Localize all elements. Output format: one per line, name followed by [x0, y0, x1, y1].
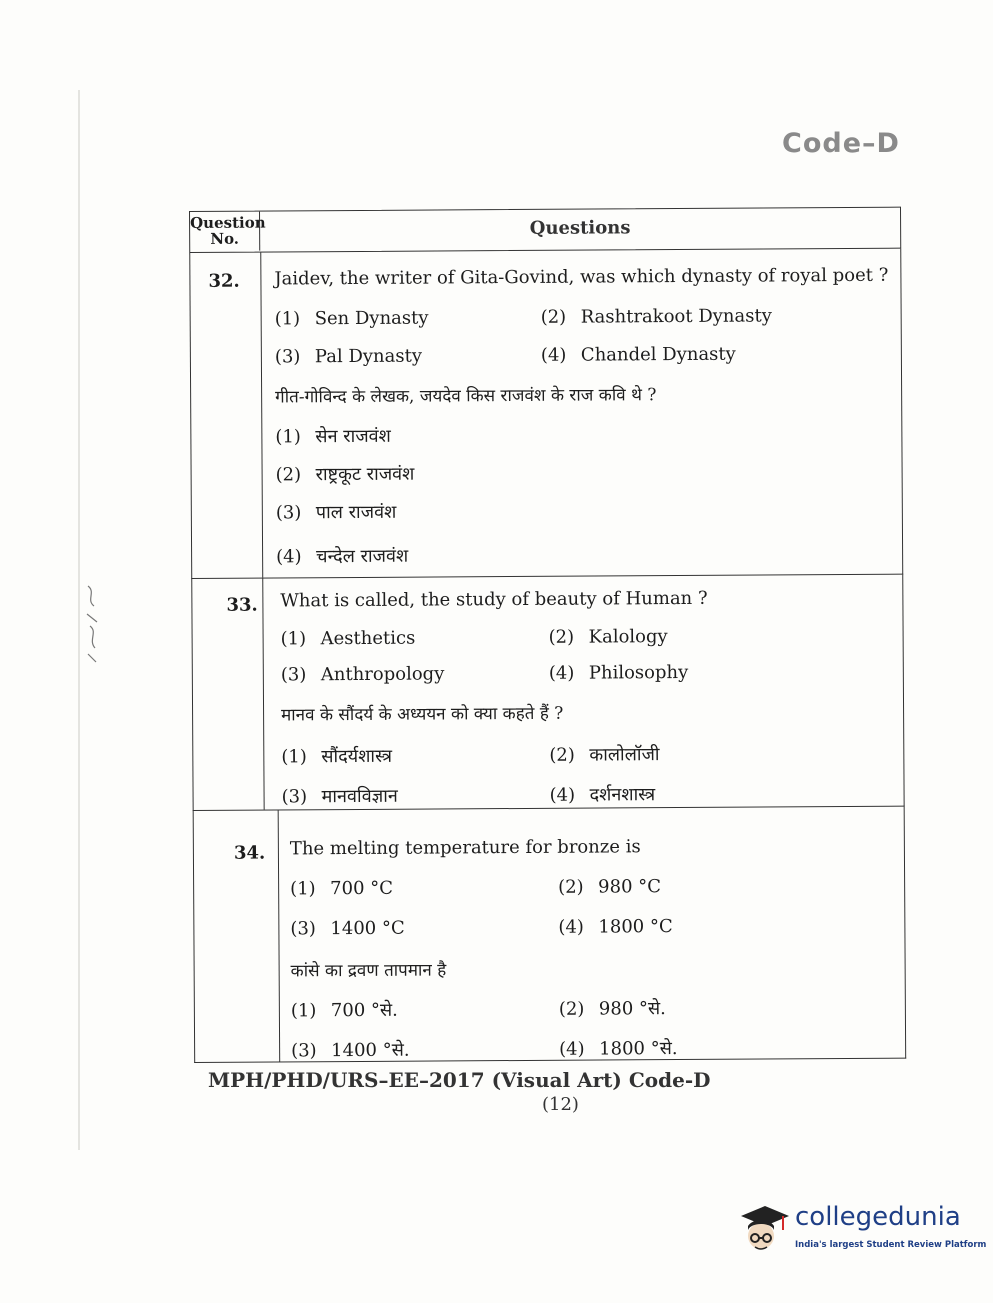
question-number: 32. — [208, 270, 240, 292]
option-text: 1400 °C — [330, 917, 405, 940]
option-number: (1) — [274, 308, 301, 330]
option-en-1 — [281, 628, 416, 650]
option-hi-2 — [549, 742, 659, 767]
option-text: सेन राजवंश — [315, 425, 391, 448]
option-number: (2) — [558, 876, 584, 898]
option-en-2 — [558, 876, 661, 898]
collegedunia-logo[interactable] — [735, 1198, 987, 1258]
option-text: Aesthetics — [320, 627, 416, 650]
option-text: 1400 °से. — [331, 1039, 410, 1062]
option-number: (2) — [558, 998, 585, 1020]
question-text-hi: मानव के सौंदर्य के अध्ययन को क्या कहते हैं ? — [281, 703, 564, 726]
option-en-3 — [281, 663, 445, 685]
code-label: Code–D — [782, 128, 900, 159]
option-number: (4) — [549, 784, 576, 806]
option-text: 700 °से. — [330, 999, 398, 1022]
question-row-34 — [193, 807, 907, 1063]
header-questions: Questions — [529, 217, 631, 239]
option-number: (4) — [548, 662, 575, 684]
option-number: (3) — [275, 502, 302, 524]
option-en-4 — [549, 662, 689, 684]
option-number: (3) — [290, 918, 316, 940]
question-text-en: Jaidev, the writer of Gita-Govind, was which dynasty of royal poet ? — [274, 264, 889, 290]
option-en-2 — [541, 305, 772, 327]
option-text: कालोलॉजी — [589, 744, 660, 766]
option-number: (4) — [559, 1038, 585, 1060]
option-number: (1) — [280, 628, 307, 650]
option-text: Pal Dynasty — [314, 345, 423, 368]
option-hi-4 — [549, 782, 655, 807]
option-text: Chandel Dynasty — [580, 343, 736, 366]
header-question-no: Question No. — [190, 212, 260, 251]
page-number: (12) — [542, 1094, 579, 1115]
option-hi-4 — [559, 1036, 678, 1061]
option-text: दर्शनशास्त्र — [589, 784, 656, 806]
option-hi-2 — [276, 462, 415, 487]
option-number: (3) — [291, 1040, 317, 1062]
option-text: 700 °C — [330, 877, 394, 900]
question-row-33 — [191, 575, 904, 811]
option-number: (2) — [549, 744, 575, 766]
option-hi-3 — [276, 500, 397, 525]
option-text: Rashtrakoot Dynasty — [580, 305, 772, 328]
option-text: सौंदर्यशास्त्र — [321, 745, 393, 768]
option-number: (3) — [281, 786, 308, 808]
option-text: 980 °से. — [598, 998, 666, 1020]
paper-footer-code: MPH/PHD/URS–EE–2017 (Visual Art) Code-D — [208, 1068, 711, 1092]
option-hi-1 — [281, 744, 392, 769]
option-number: (1) — [281, 746, 307, 768]
option-text: 1800 °से. — [599, 1038, 678, 1060]
option-en-3 — [290, 918, 404, 940]
logo-tagline: India's largest Student Review Platform — [795, 1240, 987, 1250]
question-row-32 — [189, 249, 903, 579]
option-hi-4 — [276, 544, 408, 569]
option-en-3 — [275, 346, 422, 368]
question-number: 33. — [226, 594, 258, 616]
question-number: 34. — [233, 842, 266, 864]
option-number: (4) — [540, 344, 567, 366]
option-number: (2) — [540, 306, 567, 328]
option-text: Kalology — [588, 626, 668, 648]
option-number: (1) — [275, 426, 301, 448]
option-text: Sen Dynasty — [314, 307, 429, 330]
logo-brand-text: collegedunia — [795, 1202, 961, 1232]
question-text-en: The melting temperature for bronze is — [289, 836, 641, 860]
graduate-mascot-icon — [735, 1200, 791, 1256]
option-hi-2 — [559, 996, 666, 1021]
option-number: (3) — [274, 346, 301, 368]
option-hi-3 — [291, 1038, 410, 1063]
option-hi-3 — [282, 784, 398, 809]
option-number: (1) — [290, 878, 316, 900]
question-number-cell — [208, 810, 281, 1061]
option-hi-1 — [275, 424, 391, 449]
option-number: (4) — [276, 546, 302, 568]
question-text-en: What is called, the study of beauty of Human ? — [280, 587, 708, 612]
option-number: (2) — [275, 464, 302, 486]
option-number: (2) — [548, 626, 575, 648]
question-text-hi: कांसे का द्रवण तापमान है — [290, 960, 447, 982]
option-text: 1800 °C — [598, 916, 673, 938]
option-text: राष्ट्रकूट राजवंश — [315, 463, 415, 486]
option-hi-1 — [291, 998, 398, 1023]
option-text: Anthropology — [320, 663, 445, 686]
margin-handwriting-mark — [82, 582, 102, 672]
option-en-1 — [275, 308, 429, 330]
scan-edge-shadow — [78, 90, 80, 1150]
option-text: मानवविज्ञान — [321, 785, 398, 808]
question-table — [189, 207, 906, 1063]
option-text: चन्देल राजवंश — [316, 545, 409, 568]
question-text-hi: गीत-गोविन्द के लेखक, जयदेव किस राजवंश के राज कवि थे ? — [275, 385, 657, 408]
question-number-cell — [192, 579, 264, 810]
option-text: Philosophy — [588, 661, 689, 684]
question-number-cell — [190, 253, 263, 578]
option-en-2 — [549, 626, 668, 648]
option-text: 980 °C — [598, 876, 662, 898]
option-en-4 — [541, 344, 736, 366]
table-header — [189, 207, 901, 253]
option-en-4 — [558, 916, 672, 938]
option-number: (1) — [290, 1000, 317, 1022]
option-en-1 — [290, 878, 393, 900]
option-number: (4) — [558, 916, 584, 938]
option-number: (3) — [280, 664, 307, 686]
option-text: पाल राजवंश — [315, 501, 397, 524]
